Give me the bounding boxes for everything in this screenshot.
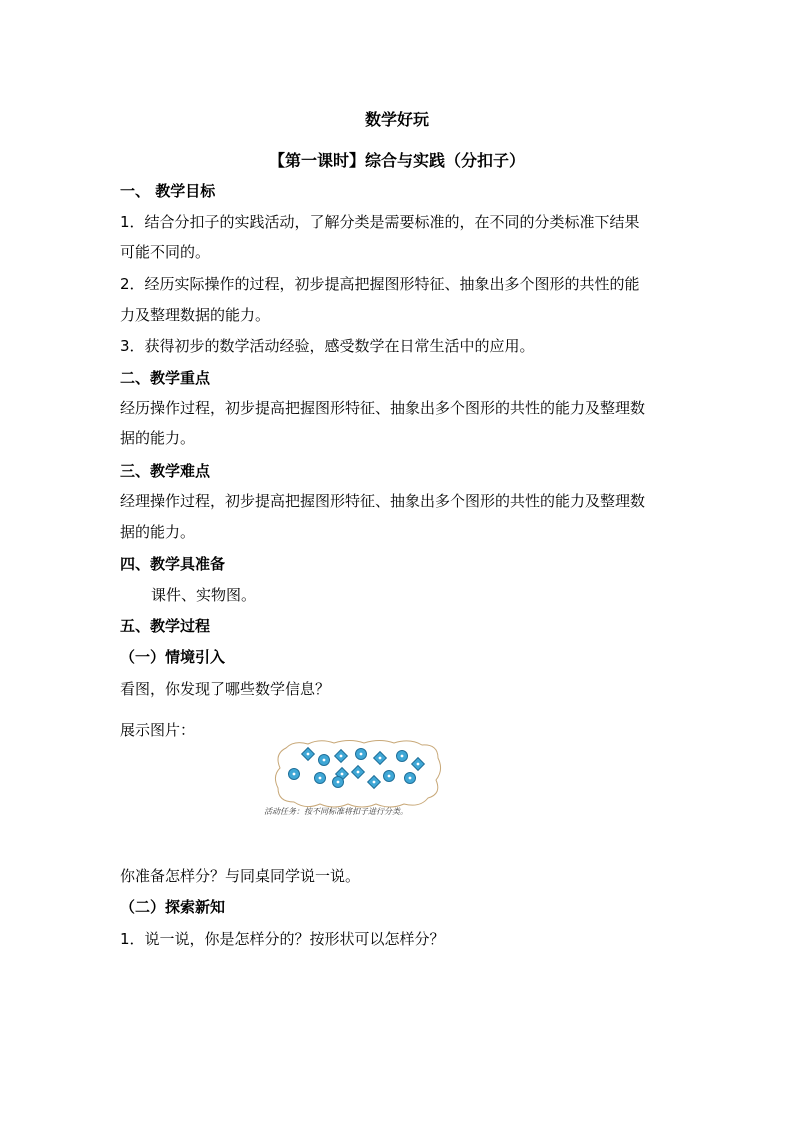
goal2-line1: 2．经历实际操作的过程，初步提高把握图形特征、抽象出多个图形的共性的能 [120,275,640,293]
goal1-line1: 1．结合分扣子的实践活动，了解分类是需要标准的，在不同的分类标准下结果 [120,213,640,231]
goals-heading: 一、 教学目标 [120,182,216,200]
discuss-prompt: 你准备怎样分？与同桌同学说一说。 [120,867,361,885]
key-heading: 二、教学重点 [120,369,211,387]
goal1-line2: 可能不同的。 [120,243,211,261]
key-line2: 据的能力。 [120,429,196,447]
key-line1: 经历操作过程，初步提高把握图形特征、抽象出多个图形的共性的能力及整理数 [120,399,646,417]
difficulty-line2: 据的能力。 [120,523,196,541]
doc-title: 数学好玩 [364,110,429,129]
goal2-line2: 力及整理数据的能力。 [120,306,271,324]
intro-heading: （一）情境引入 [120,648,226,666]
button-icon [356,749,367,760]
prep-text: 课件、实物图。 [151,586,257,604]
button-icon [289,769,300,780]
show-picture-label: 展示图片： [120,721,196,739]
explore-question-1: 1．说一说，你是怎样分的？按形状可以怎样分？ [120,930,445,948]
goal3-line: 3．获得初步的数学活动经验，感受数学在日常生活中的应用。 [120,337,535,355]
explore-heading: （二）探索新知 [120,898,226,916]
prep-heading: 四、教学具准备 [120,555,226,573]
difficulty-line1: 经理操作过程，初步提高把握图形特征、抽象出多个图形的共性的能力及整理数 [120,492,646,510]
button-icon [405,773,416,784]
button-icon [319,755,330,766]
intro-question: 看图，你发现了哪些数学信息？ [120,680,331,698]
difficulty-heading: 三、教学难点 [120,462,211,480]
process-heading: 五、教学过程 [120,617,211,635]
button-icon [333,777,344,788]
button-icon [384,771,395,782]
button-icon [397,751,408,762]
button-icon [315,773,326,784]
image-caption: 活动任务：按不同标准将扣子进行分类。 [264,807,408,816]
doc-subtitle: 【第一课时】综合与实践（分扣子） [268,151,525,170]
